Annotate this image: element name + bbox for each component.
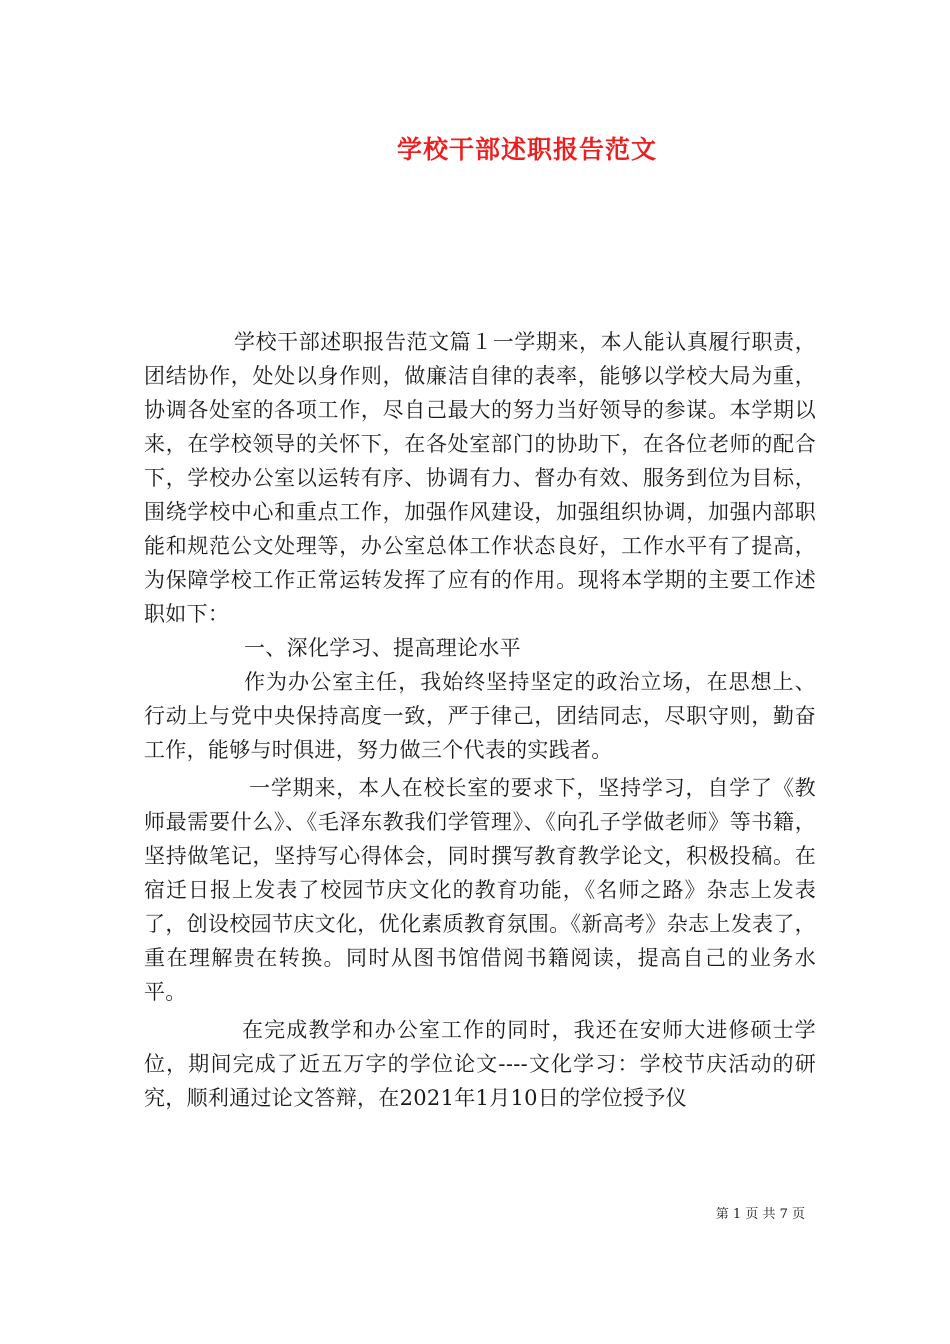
paragraph-political-stance: 作为办公室主任，我始终坚持坚定的政治立场，在思想上、行动上与党中央保持高度一致，严于律己，团结同志，尽职守则，勤奋工作，能够与时俱进，努力做三个代表的实践者。 [144, 670, 816, 762]
paragraph-degree: 在完成教学和办公室工作的同时，我还在安师大进修硕士学位，期间完成了近五万字的学位论文----文化学习：学校节庆活动的研究，顺利通过论文答辩，在2021年1月10日的学位授予仪 [144, 1018, 816, 1110]
section-heading: 一、深化学习、提高理论水平 [244, 636, 521, 660]
document-title: 学校干部述职报告范文 [396, 135, 657, 164]
page-number-footer: 第 1 页 共 7 页 [715, 1207, 805, 1222]
paragraph-study: 一学期来，本人在校长室的要求下，坚持学习，自学了《教师最需要什么》、《毛泽东教我们学管理》、《向孔子学做老师》等书籍，坚持做笔记，坚持写心得体会，同时撰写教育教学论文，积极投稿。在宿迁日报上发表了校园节庆文化的教育功能，《名师之路》杂志上发表了，创设校园节庆文化，优化素质教育氛围。《新高考》杂志上发表了，重在理解贵在转换。同时从图书馆借阅书籍阅读，提高自己的业务水平。 [144, 776, 816, 1004]
paragraph-intro: 学校干部述职报告范文篇１一学期来，本人能认真履行职责，团结协作，处处以身作则，做廉洁自律的表率，能够以学校大局为重，协调各处室的各项工作，尽自己最大的努力当好领导的参谋。本学期以来，在学校领导的关怀下，在各处室部门的协助下，在各位老师的配合下，学校办公室以运转有序、协调有力、督办有效、服务到位为目标，围绕学校中心和重点工作，加强作风建设，加强组织协调，加强内部职能和规范公文处理等，办公室总体工作状态良好，工作水平有了提高，为保障学校工作正常运转发挥了应有的作用。现将本学期的主要工作述职如下： [144, 330, 816, 626]
document-body [144, 325, 816, 1115]
